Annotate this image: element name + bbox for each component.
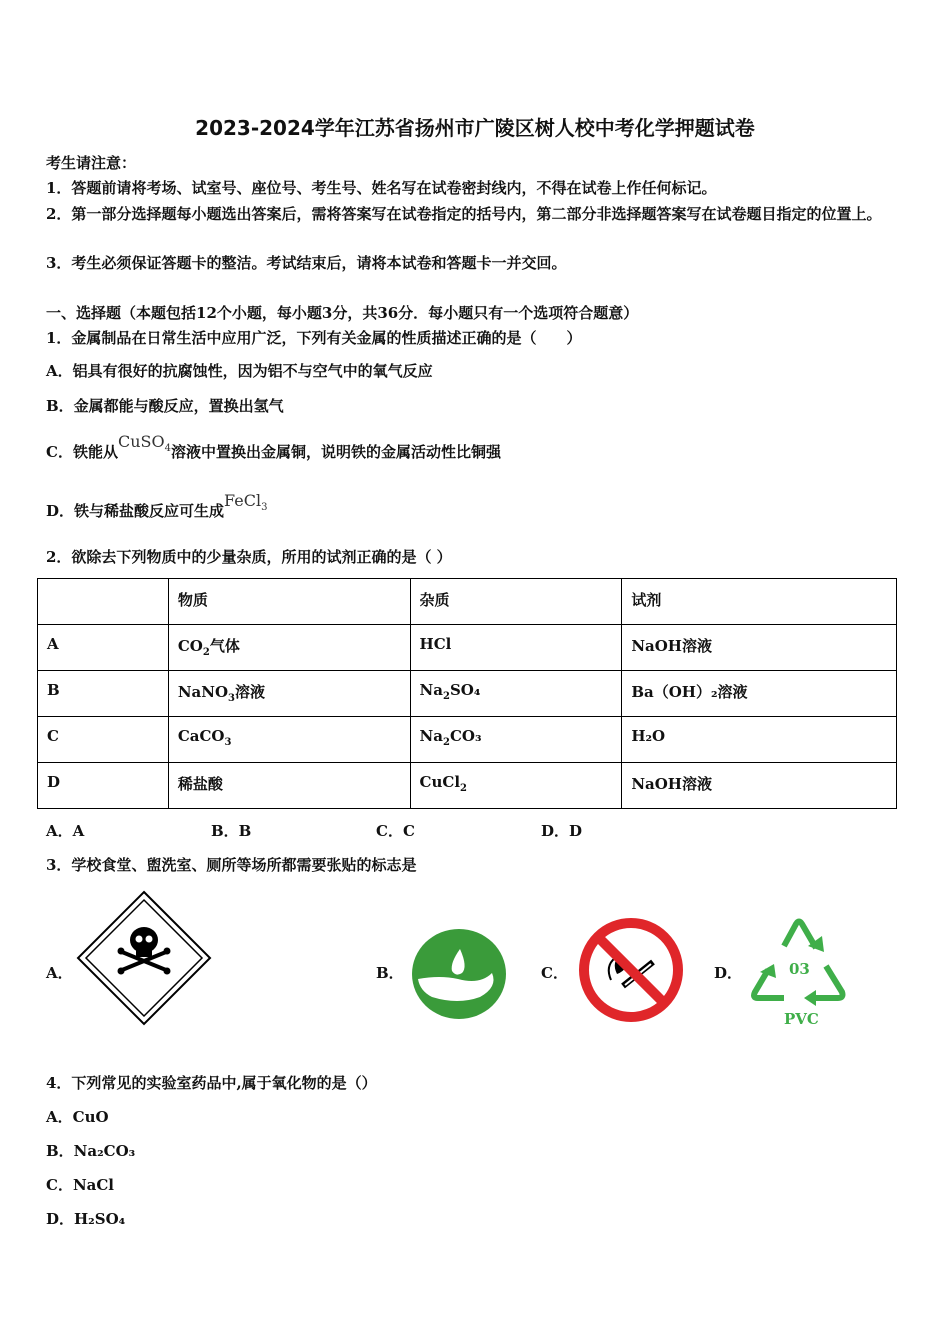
notice-item-2: 2．第一部分选择题每小题选出答案后，需将答案写在试卷指定的括号内，第二部分非选择题答案写在试卷题目指定的位置上。 — [46, 205, 882, 223]
row-reagent: H₂O — [622, 717, 897, 763]
row-reagent: NaOH溶液 — [622, 625, 897, 671]
recycle-label: PVC — [784, 1010, 819, 1028]
q4-option-d: D．H₂SO₄ — [46, 1210, 126, 1228]
section-heading: 一、选择题（本题包括12个小题，每小题3分，共36分．每小题只有一个选项符合题意） — [46, 304, 639, 322]
q2-option-b: B．B — [211, 822, 252, 840]
q2-option-d: D．D — [541, 822, 583, 840]
row-impurity — [410, 671, 622, 717]
substance-text: NaNO — [177, 683, 229, 701]
row-substance — [168, 625, 410, 671]
impurity-sub: 2 — [442, 691, 450, 702]
row-impurity — [410, 625, 622, 671]
q1-option-b: B．金属都能与酸反应，置换出氢气 — [46, 397, 284, 415]
row-substance — [168, 671, 410, 717]
substance-tail: 溶液 — [235, 683, 266, 701]
toxic-sign-icon — [76, 890, 212, 1026]
q2-stem: 2．欲除去下列物质中的少量杂质，所用的试剂正确的是（ ） — [46, 548, 452, 566]
page-title: 2023-2024学年江苏省扬州市广陵区树人校中考化学押题试卷 — [195, 116, 755, 140]
q3-label-b: B． — [376, 964, 404, 982]
notice-item-3: 3．考生必须保证答题卡的整洁。考试结束后，请将本试卷和答题卡一并交回。 — [46, 254, 567, 272]
recycle-number: 03 — [789, 960, 810, 978]
q2-table — [37, 578, 897, 809]
q1-d-formula — [224, 491, 268, 514]
q1-c-formula-text: CuSO — [117, 432, 165, 451]
q1-c-formula — [117, 432, 171, 455]
q1-c-post: 溶液中置换出金属铜，说明铁的金属活动性比铜强 — [170, 443, 501, 461]
impurity-sub: 2 — [460, 783, 467, 794]
impurity-text: Na — [419, 681, 443, 699]
table-header-cell: 物质 — [168, 579, 410, 625]
q3-stem: 3．学校食堂、盥洗室、厕所等场所都需要张贴的标志是 — [46, 856, 417, 874]
substance-text: CO — [177, 637, 203, 655]
table-header-cell: 杂质 — [410, 579, 622, 625]
row-substance — [168, 717, 410, 763]
impurity-text: HCl — [419, 635, 452, 653]
substance-tail: 气体 — [209, 637, 240, 655]
table-row — [38, 763, 897, 809]
row-label: A — [38, 625, 169, 671]
q1-option-a: A．铝具有很好的抗腐蚀性，因为铝不与空气中的氧气反应 — [46, 362, 433, 380]
substance-sub: 3 — [224, 737, 232, 748]
table-header-cell — [38, 579, 169, 625]
q3-label-d: D． — [714, 964, 743, 982]
substance-sub: 3 — [228, 693, 236, 704]
row-impurity — [410, 763, 622, 809]
table-row — [38, 717, 897, 763]
row-label: D — [38, 763, 169, 809]
table-row — [38, 671, 897, 717]
q2-option-c: C．C — [376, 822, 415, 840]
q1-d-pre: D．铁与稀盐酸反应可生成 — [46, 502, 225, 520]
substance-text: CaCO — [177, 727, 225, 745]
water-saving-sign-icon — [410, 927, 508, 1021]
table-header-cell: 试剂 — [622, 579, 897, 625]
q4-option-a: A．CuO — [46, 1108, 109, 1126]
q1-d-formula-sub: 3 — [261, 502, 268, 514]
q1-c-formula-sub: 4 — [164, 443, 171, 455]
notice-heading: 考生请注意： — [46, 154, 137, 172]
no-smoking-sign-icon — [577, 916, 685, 1024]
impurity-text: Na — [419, 727, 443, 745]
q4-option-b: B．Na₂CO₃ — [46, 1142, 136, 1160]
q1-stem: 1．金属制品在日常生活中应用广泛，下列有关金属的性质描述正确的是（ ） — [46, 329, 582, 347]
row-label: B — [38, 671, 169, 717]
substance-sub: 2 — [202, 647, 210, 658]
row-impurity — [410, 717, 622, 763]
q2-option-a: A．A — [46, 822, 85, 840]
table-header-row — [38, 579, 897, 625]
notice-item-1: 1．答题前请将考场、试室号、座位号、考生号、姓名写在试卷密封线内，不得在试卷上作任何标记。 — [46, 179, 717, 197]
q1-c-pre: C．铁能从 — [46, 443, 118, 461]
impurity-sub: 2 — [442, 737, 450, 748]
row-substance: 稀盐酸 — [168, 763, 410, 809]
q1-option-c — [46, 432, 501, 464]
impurity-tail: CO₃ — [449, 727, 482, 745]
row-reagent: Ba（OH）₂溶液 — [622, 671, 897, 717]
impurity-tail: SO₄ — [449, 681, 481, 699]
q3-label-c: C． — [541, 964, 568, 982]
q4-option-c: C．NaCl — [46, 1176, 115, 1194]
q3-label-a: A． — [46, 964, 73, 982]
q4-stem: 4．下列常见的实验室药品中,属于氧化物的是（） — [46, 1074, 377, 1092]
q1-option-d — [46, 491, 268, 523]
table-row — [38, 625, 897, 671]
row-reagent: NaOH溶液 — [622, 763, 897, 809]
q1-d-formula-text: FeCl — [224, 491, 262, 510]
row-label: C — [38, 717, 169, 763]
impurity-text: CuCl — [419, 773, 461, 791]
